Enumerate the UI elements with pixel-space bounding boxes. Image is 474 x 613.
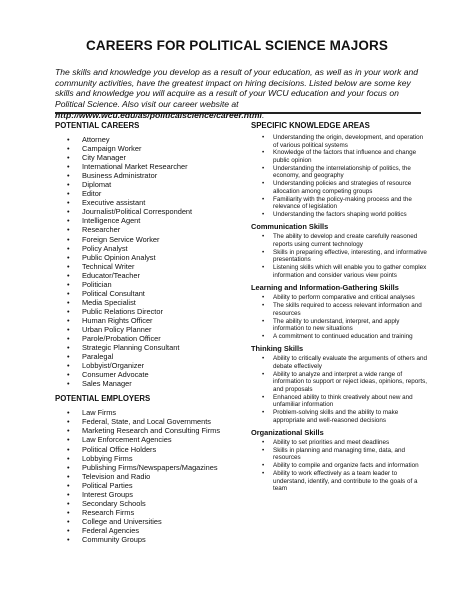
list-item xyxy=(251,439,427,447)
list-item-text: Strategic Planning Consultant xyxy=(82,343,180,353)
list-item xyxy=(55,253,240,262)
list-item xyxy=(251,294,427,302)
list-item xyxy=(251,264,427,279)
left-column xyxy=(55,121,240,544)
bullet-icon: • xyxy=(67,270,70,280)
list-item xyxy=(55,526,240,535)
bullet-icon: • xyxy=(67,252,70,262)
bullet-icon: • xyxy=(262,393,265,401)
list-item xyxy=(55,490,240,499)
list-item-text: Foreign Service Worker xyxy=(82,234,160,244)
list-item-text: Sales Manager xyxy=(82,379,132,389)
list-item-text: Publishing Firms/Newspapers/Magazines xyxy=(82,462,218,472)
list-item-text: Researcher xyxy=(82,225,121,235)
specific-knowledge-list xyxy=(251,134,427,218)
list-item xyxy=(55,408,240,417)
bullet-icon: • xyxy=(67,171,70,181)
list-item-text: Law Firms xyxy=(82,408,117,418)
potential-employers-heading: POTENTIAL EMPLOYERS xyxy=(55,394,151,404)
bullet-icon: • xyxy=(67,297,70,307)
list-item-text: College and Universities xyxy=(82,516,162,526)
list-item xyxy=(55,225,240,234)
list-item xyxy=(251,149,427,164)
bullet-icon: • xyxy=(67,324,70,334)
list-item xyxy=(55,417,240,426)
list-item xyxy=(251,355,427,370)
intro-end: . xyxy=(261,109,265,120)
list-item-text: Lobbyist/Organizer xyxy=(82,361,145,371)
bullet-icon: • xyxy=(67,306,70,316)
list-item xyxy=(55,244,240,253)
bullet-icon: • xyxy=(67,279,70,289)
bullet-icon: • xyxy=(67,525,70,535)
list-item-text: Marketing Research and Consulting Firms xyxy=(82,426,221,436)
list-item xyxy=(55,325,240,334)
list-item-text: Policy Analyst xyxy=(82,243,128,253)
bullet-icon: • xyxy=(262,248,265,256)
list-item-text: Public Opinion Analyst xyxy=(82,252,156,262)
organizational-skills-heading: Organizational Skills xyxy=(251,428,324,438)
list-item xyxy=(55,307,240,316)
bullet-icon: • xyxy=(262,317,265,325)
bullet-icon: • xyxy=(67,343,70,353)
list-item xyxy=(55,216,240,225)
list-item-text: Political Office Holders xyxy=(82,444,157,454)
list-item-text: Public Relations Director xyxy=(82,306,163,316)
bullet-icon: • xyxy=(67,153,70,163)
bullet-icon: • xyxy=(67,144,70,154)
list-item xyxy=(251,249,427,264)
potential-employers-list xyxy=(55,408,240,544)
page-title: CAREERS FOR POLITICAL SCIENCE MAJORS xyxy=(86,38,388,53)
list-item-text: Urban Policy Planner xyxy=(82,324,152,334)
list-item-text: Attorney xyxy=(82,135,110,144)
list-item-text: Enhanced ability to think creatively about new and unfamiliar information xyxy=(273,393,413,409)
list-item-text: Human Rights Officer xyxy=(82,315,153,325)
bullet-icon: • xyxy=(67,498,70,508)
bullet-icon: • xyxy=(67,216,70,226)
list-item-text: Ability to work effectively as a team leader to understand, identify, and contribute to the goals of a team xyxy=(273,470,418,493)
bullet-icon: • xyxy=(67,361,70,371)
bullet-icon: • xyxy=(67,243,70,253)
list-item xyxy=(251,447,427,462)
list-item-text: Parole/Probation Officer xyxy=(82,334,161,344)
list-item xyxy=(55,454,240,463)
bullet-icon: • xyxy=(67,435,70,445)
list-item xyxy=(55,298,240,307)
list-item xyxy=(251,394,427,409)
list-item-text: Business Administrator xyxy=(82,171,158,181)
bullet-icon: • xyxy=(67,516,70,526)
bullet-icon: • xyxy=(67,534,70,544)
list-item xyxy=(55,535,240,544)
list-item xyxy=(251,318,427,333)
list-item-text: Ability to perform comparative and critical analyses xyxy=(273,294,415,302)
list-item-text: Ability to critically evaluate the arguments of others and debate effectively xyxy=(273,355,428,370)
list-item-text: Diplomat xyxy=(82,180,112,190)
list-item xyxy=(55,463,240,472)
list-item-text: Skills in preparing effective, interesting, and informative presentations xyxy=(273,248,427,264)
list-item xyxy=(55,361,240,370)
list-item-text: The skills required to access relevant information and resources xyxy=(273,302,422,317)
bullet-icon: • xyxy=(67,453,70,463)
list-item xyxy=(55,435,240,444)
specific-knowledge-heading: SPECIFIC KNOWLEDGE AREAS xyxy=(251,121,370,130)
list-item-text: Community Groups xyxy=(82,534,146,544)
list-item-text: Intelligence Agent xyxy=(82,216,141,226)
bullet-icon: • xyxy=(262,409,265,417)
career-website-link[interactable]: http://www.wcu.edu/as/politicalscience/career.html xyxy=(55,109,262,120)
bullet-icon: • xyxy=(67,417,70,427)
bullet-icon: • xyxy=(262,370,265,378)
list-item xyxy=(55,426,240,435)
list-item-text: Knowledge of the factors that influence and change public opinion xyxy=(273,149,417,164)
bullet-icon: • xyxy=(67,207,70,217)
thinking-skills-heading: Thinking Skills xyxy=(251,344,304,354)
bullet-icon: • xyxy=(67,408,70,418)
bullet-icon: • xyxy=(67,180,70,190)
potential-careers-heading: POTENTIAL CAREERS xyxy=(55,121,140,130)
organizational-skills-list xyxy=(251,439,427,493)
list-item-text: Familiarity with the policy-making process and the relevance of legislation xyxy=(273,195,412,211)
list-item xyxy=(55,207,240,216)
list-item xyxy=(55,162,240,171)
right-column xyxy=(251,121,427,493)
list-item-text: Problem-solving skills and the ability to make appropriate and well-reasoned decisions xyxy=(273,409,399,424)
bullet-icon: • xyxy=(67,507,70,517)
list-item xyxy=(251,134,427,149)
bullet-icon: • xyxy=(262,210,265,218)
potential-careers-list xyxy=(55,135,240,388)
thinking-skills-list xyxy=(251,355,427,424)
bullet-icon: • xyxy=(67,480,70,490)
list-item-text: A commitment to continued education and training xyxy=(273,332,413,340)
communication-skills-list xyxy=(251,233,427,279)
list-item-text: Ability to analyze and interpret a wide range of information to support or reject ideas, opinions, reports, and proposals xyxy=(273,370,428,393)
list-item-text: City Manager xyxy=(82,153,126,163)
bullet-icon: • xyxy=(67,198,70,208)
list-item xyxy=(55,135,240,144)
list-item xyxy=(55,499,240,508)
list-item-text: Politician xyxy=(82,279,112,289)
learning-skills-heading: Learning and Information-Gathering Skills xyxy=(251,283,399,293)
list-item xyxy=(55,180,240,189)
bullet-icon: • xyxy=(67,162,70,172)
list-item xyxy=(55,280,240,289)
list-item xyxy=(55,508,240,517)
intro-text: The skills and knowledge you develop as a result of your education, as well as in your work and community activities, have the greatest impact on hiring decisions. Listed below are some key skills and knowledge you will acquire as a result of your WCU education and your focus on Political Science. Also visit our career website at xyxy=(55,67,419,110)
bullet-icon: • xyxy=(262,195,265,203)
list-item-text: Consumer Advocate xyxy=(82,370,149,380)
list-item xyxy=(55,189,240,198)
bullet-icon: • xyxy=(262,233,265,241)
list-item xyxy=(55,445,240,454)
bullet-icon: • xyxy=(67,379,70,389)
list-item xyxy=(55,343,240,352)
list-item xyxy=(55,271,240,280)
bullet-icon: • xyxy=(67,489,70,499)
list-item-text: Ability to set priorities and meet deadlines xyxy=(273,439,390,447)
list-item-text: Secondary Schools xyxy=(82,498,146,508)
bullet-icon: • xyxy=(262,332,265,340)
list-item-text: Educator/Teacher xyxy=(82,270,140,280)
bullet-icon: • xyxy=(67,471,70,481)
list-item-text: Understanding policies and strategies of resource allocation among competing groups xyxy=(273,180,412,195)
bullet-icon: • xyxy=(67,462,70,472)
list-item-text: Campaign Worker xyxy=(82,144,142,154)
bullet-icon: • xyxy=(67,189,70,199)
list-item-text: Listening skills which will enable you to gather complex information and consider various view points xyxy=(273,264,427,279)
list-item-text: Journalist/Political Correspondent xyxy=(82,207,193,217)
list-item xyxy=(251,196,427,211)
list-item xyxy=(55,379,240,388)
list-item xyxy=(55,370,240,379)
list-item xyxy=(251,462,427,470)
list-item-text: Editor xyxy=(82,189,102,199)
list-item xyxy=(251,180,427,195)
list-item xyxy=(251,333,427,341)
bullet-icon: • xyxy=(67,135,70,144)
list-item xyxy=(251,470,427,493)
communication-skills-heading: Communication Skills xyxy=(251,222,329,232)
bullet-icon: • xyxy=(262,355,265,363)
bullet-icon: • xyxy=(67,288,70,298)
list-item-text: Interest Groups xyxy=(82,489,133,499)
list-item-text: Lobbying Firms xyxy=(82,453,133,463)
bullet-icon: • xyxy=(67,444,70,454)
list-item-text: The ability to develop and create carefully reasoned reports using current technology xyxy=(273,233,418,248)
list-item-text: Skills in planning and managing time, data, and resources xyxy=(273,446,405,462)
list-item-text: Executive assistant xyxy=(82,198,146,208)
list-item xyxy=(55,153,240,162)
list-item xyxy=(55,481,240,490)
list-item-text: Research Firms xyxy=(82,507,135,517)
list-item-text: Media Specialist xyxy=(82,297,136,307)
list-item-text: Understanding the interrelationship of politics, the economy, and geography xyxy=(273,164,411,180)
bullet-icon: • xyxy=(67,234,70,244)
list-item-text: Federal Agencies xyxy=(82,525,140,535)
list-item-text: Understanding the origin, development, and operation of various political systems xyxy=(273,134,424,149)
bullet-icon: • xyxy=(262,149,265,157)
learning-skills-list xyxy=(251,294,427,340)
list-item xyxy=(251,371,427,394)
list-item-text: Understanding the factors shaping world politics xyxy=(273,210,407,218)
list-item-text: The ability to understand, interpret, and apply information to new situations xyxy=(273,317,400,333)
list-item-text: Technical Writer xyxy=(82,261,135,271)
list-item xyxy=(55,144,240,153)
list-item xyxy=(55,289,240,298)
bullet-icon: • xyxy=(67,370,70,380)
list-item xyxy=(251,302,427,317)
bullet-icon: • xyxy=(262,446,265,454)
bullet-icon: • xyxy=(262,180,265,188)
bullet-icon: • xyxy=(262,134,265,141)
list-item xyxy=(251,233,427,248)
bullet-icon: • xyxy=(67,261,70,271)
list-item-text: Television and Radio xyxy=(82,471,151,481)
section-divider xyxy=(55,112,421,114)
list-item-text: Political Consultant xyxy=(82,288,145,298)
bullet-icon: • xyxy=(262,470,265,478)
list-item xyxy=(251,211,427,219)
bullet-icon: • xyxy=(67,334,70,344)
bullet-icon: • xyxy=(262,264,265,272)
list-item xyxy=(251,409,427,424)
list-item xyxy=(55,235,240,244)
list-item xyxy=(55,316,240,325)
bullet-icon: • xyxy=(262,302,265,310)
list-item xyxy=(251,165,427,180)
list-item xyxy=(55,334,240,343)
bullet-icon: • xyxy=(67,426,70,436)
bullet-icon: • xyxy=(67,225,70,235)
bullet-icon: • xyxy=(67,352,70,362)
list-item-text: Federal, State, and Local Governments xyxy=(82,417,211,427)
list-item xyxy=(55,352,240,361)
list-item-text: International Market Researcher xyxy=(82,162,188,172)
bullet-icon: • xyxy=(67,315,70,325)
list-item xyxy=(55,472,240,481)
list-item-text: Law Enforcement Agencies xyxy=(82,435,172,445)
list-item-text: Paralegal xyxy=(82,352,114,362)
bullet-icon: • xyxy=(262,462,265,470)
list-item-text: Political Parties xyxy=(82,480,133,490)
bullet-icon: • xyxy=(262,439,265,447)
list-item xyxy=(55,171,240,180)
list-item xyxy=(55,517,240,526)
list-item-text: Ability to compile and organize facts and information xyxy=(273,462,419,470)
bullet-icon: • xyxy=(262,294,265,302)
list-item xyxy=(55,198,240,207)
list-item xyxy=(55,262,240,271)
bullet-icon: • xyxy=(262,164,265,172)
